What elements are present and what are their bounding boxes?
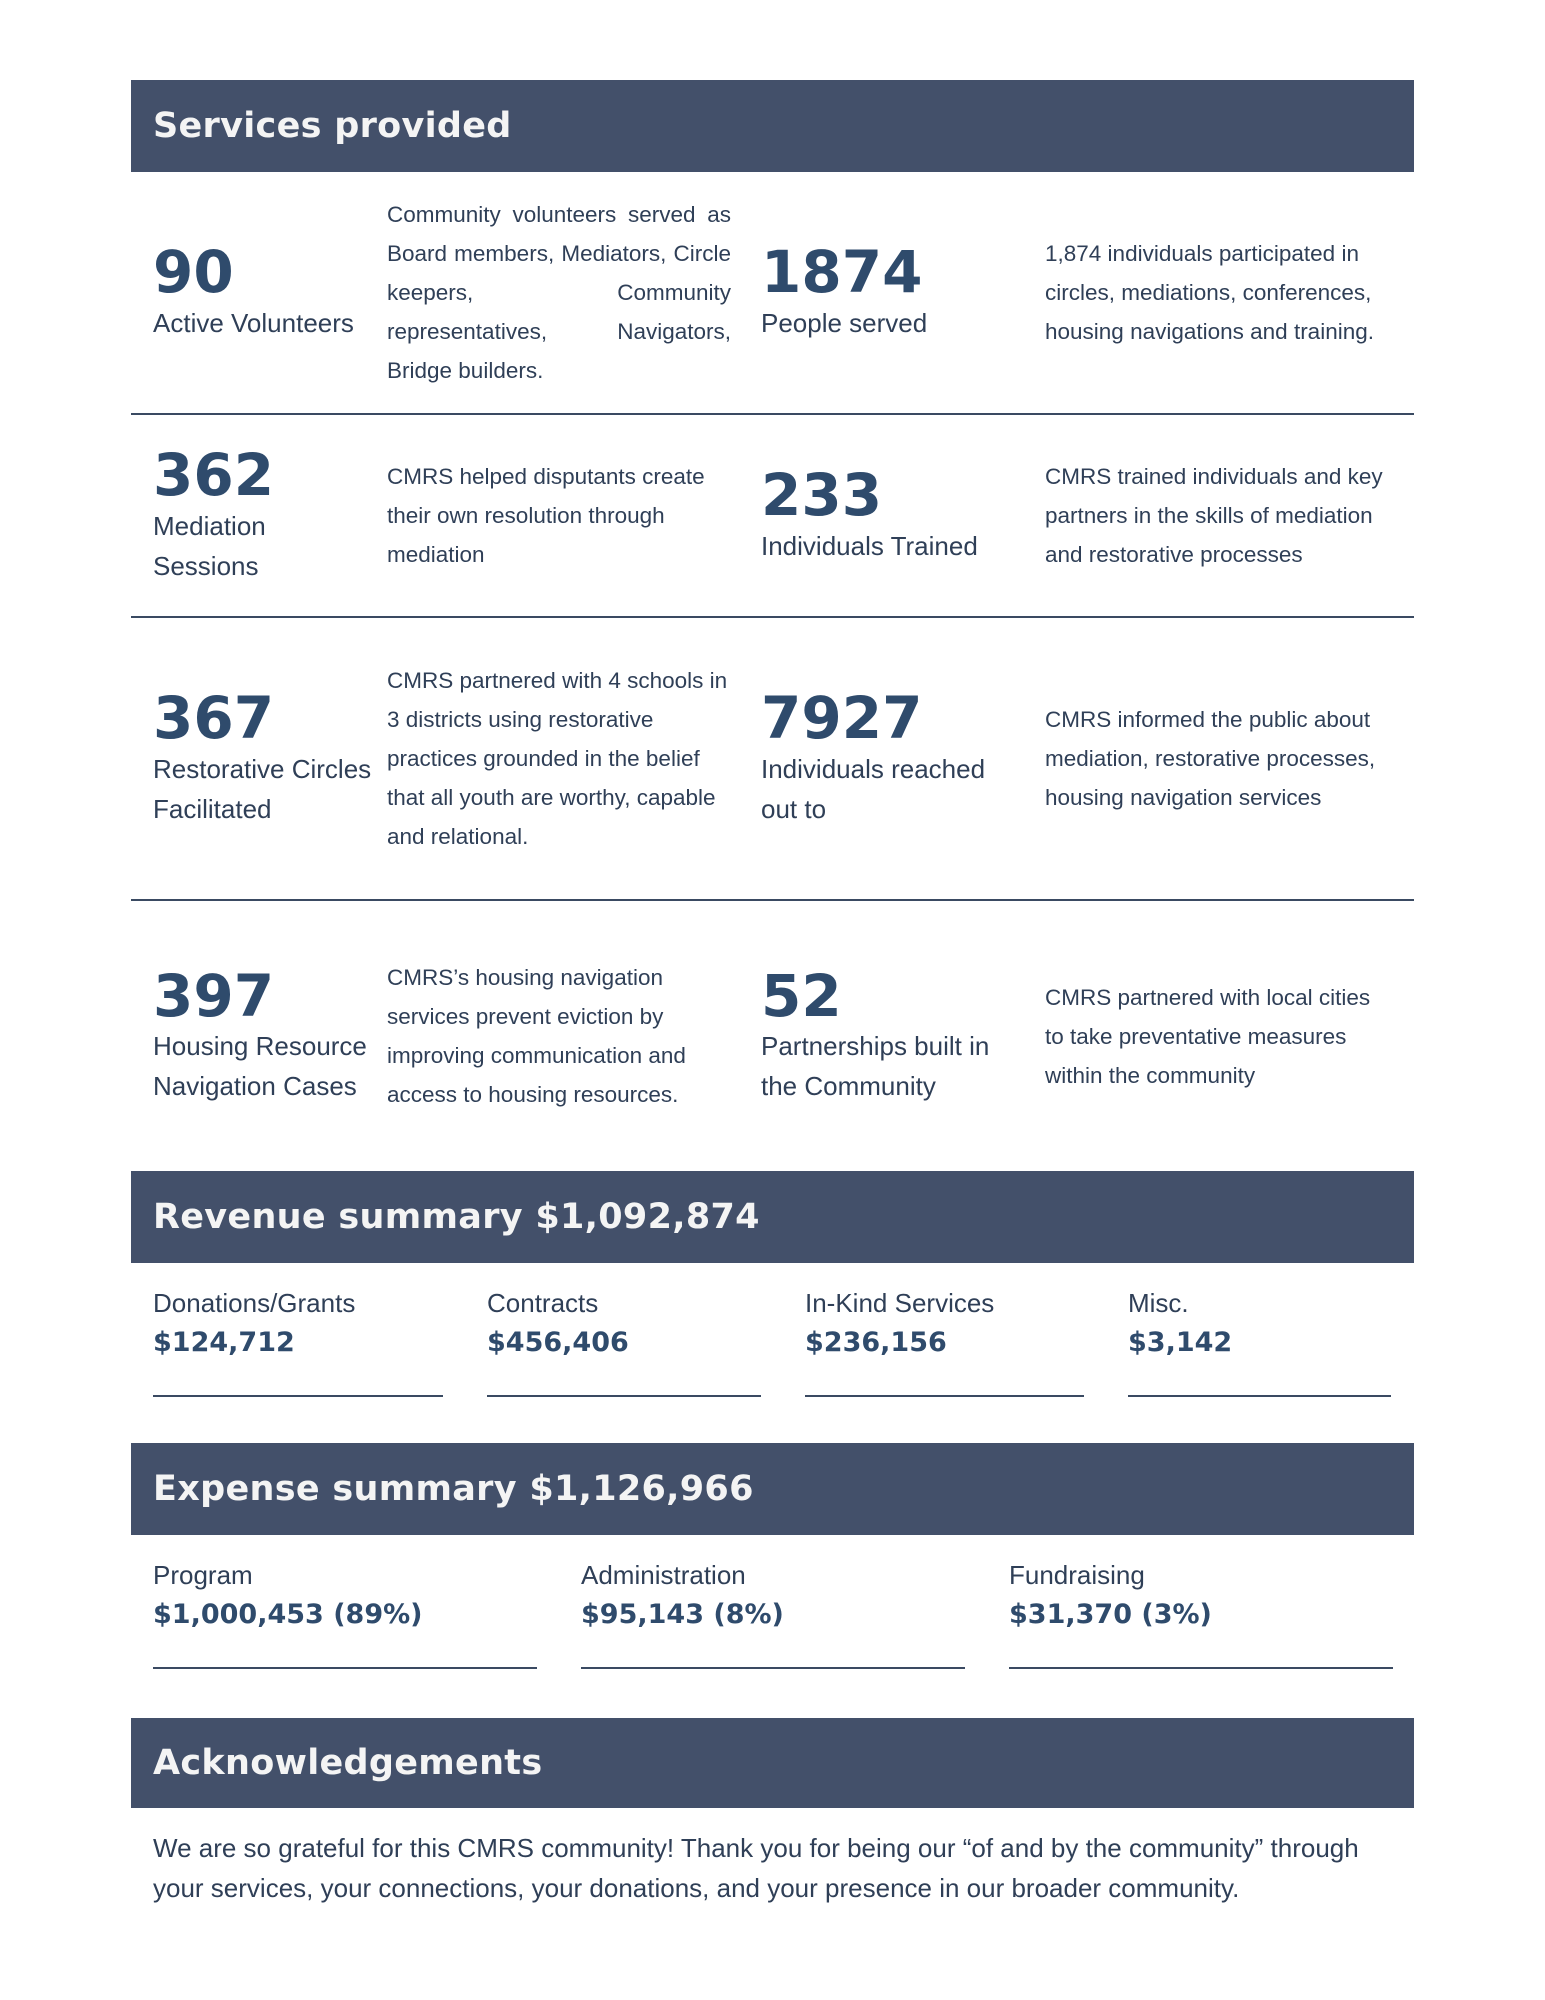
revenue-value: $236,156 — [805, 1327, 947, 1358]
stat-description: 1,874 individuals participated in circles, mediations, conferences, housing navigations and training. — [1045, 241, 1374, 344]
stat-description: CMRS helped disputants create their own resolution through mediation — [387, 464, 705, 567]
stat-number: 1874 — [761, 238, 923, 307]
expense-label: Administration — [581, 1560, 746, 1590]
stat-number: 7927 — [761, 684, 923, 753]
revenue-item — [487, 1283, 761, 1443]
revenue-label: Donations/Grants — [153, 1288, 356, 1318]
divider — [153, 1667, 537, 1669]
service-row — [131, 618, 1414, 901]
expense-value: $95,143 (8%) — [581, 1599, 784, 1630]
expense-header — [131, 1443, 1414, 1535]
expense-label: Program — [153, 1560, 253, 1590]
expense-title: Expense summary $1,126,966 — [153, 1469, 754, 1509]
service-stat — [739, 684, 1045, 829]
revenue-value: $456,406 — [487, 1327, 629, 1358]
stat-label: Mediation Sessions — [153, 510, 266, 581]
stat-number: 52 — [761, 961, 842, 1030]
stat-description: Community volunteers served as Board members, Mediators, Circle keepers, Community representatives, Navigators, Bridge builders. — [387, 202, 731, 383]
stat-number: 397 — [153, 961, 275, 1030]
divider — [581, 1667, 965, 1669]
revenue-title: Revenue summary $1,092,874 — [153, 1197, 760, 1237]
revenue-label: Misc. — [1128, 1288, 1189, 1318]
stat-description: CMRS partnered with local cities to take preventative measures within the community — [1045, 984, 1371, 1088]
acknowledgements-header — [131, 1718, 1414, 1808]
service-stat — [131, 961, 387, 1107]
acknowledgements-text: We are so grateful for this CMRS community! Thank you for being our “of and by the community” through your services, your connections, your donations, and your presence in our broader community. — [153, 1833, 1359, 1903]
report-page — [131, 80, 1414, 1908]
service-row — [131, 415, 1414, 618]
stat-label: Individuals reached out to — [761, 753, 986, 824]
stat-number: 90 — [153, 238, 234, 307]
revenue-label: Contracts — [487, 1288, 599, 1318]
divider — [487, 1395, 761, 1397]
stat-label: People served — [761, 307, 928, 338]
stat-label: Partnerships built in the Community — [761, 1031, 990, 1102]
stat-description: CMRS informed the public about mediation, restorative processes, housing navigation services — [1045, 707, 1376, 810]
service-stat — [131, 684, 387, 829]
expense-item — [153, 1555, 537, 1718]
expense-item — [581, 1555, 965, 1718]
service-stat — [739, 238, 1045, 343]
stat-number: 362 — [153, 441, 275, 510]
acknowledgements-title: Acknowledgements — [153, 1743, 543, 1783]
services-header — [131, 80, 1414, 172]
service-stat — [131, 238, 387, 343]
expense-item — [1009, 1555, 1393, 1718]
divider — [1009, 1667, 1393, 1669]
stat-label: Restorative Circles Facilitated — [153, 753, 372, 824]
service-stat — [131, 441, 387, 586]
revenue-value: $3,142 — [1128, 1327, 1233, 1358]
expense-value: $1,000,453 (89%) — [153, 1599, 423, 1630]
revenue-breakdown — [131, 1263, 1414, 1443]
service-stat — [739, 461, 1045, 566]
stat-description: CMRS’s housing navigation services prevent eviction by improving communication and access to housing resources. — [387, 965, 686, 1107]
expense-label: Fundraising — [1009, 1560, 1145, 1590]
stat-number: 233 — [761, 461, 883, 530]
services-title: Services provided — [153, 106, 512, 146]
divider — [805, 1395, 1084, 1397]
expense-value: $31,370 (3%) — [1009, 1599, 1212, 1630]
stat-description: CMRS trained individuals and key partners in the skills of mediation and restorative processes — [1045, 464, 1383, 567]
stat-description: CMRS partnered with 4 schools in 3 districts using restorative practices grounded in the belief that all youth are worthy, capable and relational. — [387, 668, 728, 849]
service-row — [131, 172, 1414, 415]
service-row — [131, 901, 1414, 1171]
revenue-item — [153, 1283, 443, 1443]
stat-number: 367 — [153, 684, 275, 753]
revenue-label: In-Kind Services — [805, 1288, 995, 1318]
revenue-item — [805, 1283, 1084, 1443]
stat-label: Active Volunteers — [153, 307, 354, 338]
revenue-item — [1128, 1283, 1391, 1443]
stat-label: Housing Resource Navigation Cases — [153, 1031, 367, 1102]
stat-label: Individuals Trained — [761, 530, 978, 561]
divider — [153, 1395, 443, 1397]
revenue-header — [131, 1171, 1414, 1263]
service-stat — [739, 961, 1045, 1107]
expense-breakdown — [131, 1535, 1414, 1718]
divider — [1128, 1395, 1391, 1397]
revenue-value: $124,712 — [153, 1327, 295, 1358]
